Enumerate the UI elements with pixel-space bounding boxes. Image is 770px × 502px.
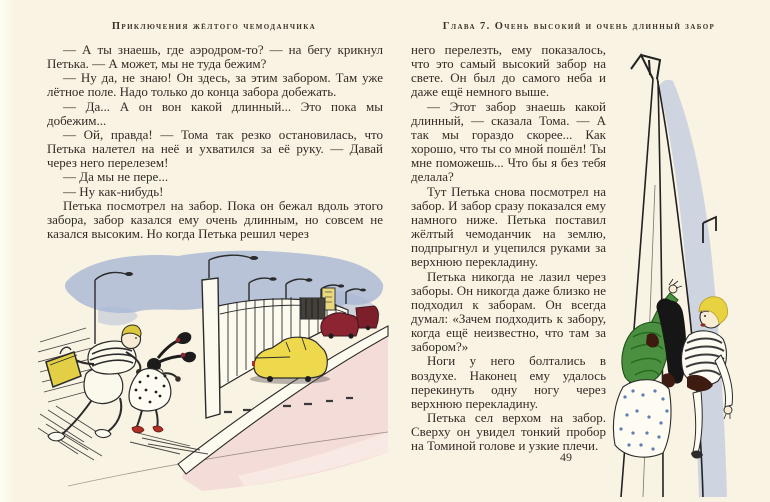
running-boy	[46, 325, 142, 441]
right-page-text	[411, 43, 606, 454]
green-jacket	[622, 322, 669, 385]
climbing-girl-toma	[613, 279, 686, 457]
fence-near-post	[202, 278, 220, 418]
yellow-suitcase	[46, 347, 81, 387]
post-pointed-top	[631, 55, 660, 79]
page-number: 49	[560, 450, 572, 464]
red-shoe	[132, 426, 144, 433]
running-header-left: Приключения жёлтого чемоданчика	[111, 21, 317, 32]
paragraph: Тут Петька снова посмотрел на забор. И забор сразу показался ему намного ниже. Петька поставил жёлтый чемоданчик на землю, подпрыгнул и уцепился руками за верхнюю перекладину.	[411, 183, 606, 270]
red-shoe	[153, 426, 163, 432]
raised-hand	[669, 285, 677, 293]
paragraph: — Ну да, не знаю! Он здесь, за этим забором. Там уже лётное поле. Надо только до конца забора добежать.	[47, 70, 383, 100]
paragraph: Петька посмотрел на забор. Пока он бежал вдоль этого забора, забор казался ему очень длинным, но совсем не казался высоким. Но когда Петька решил через	[47, 197, 383, 242]
paragraph: — Ну как-нибудь!	[63, 183, 164, 199]
paragraph: Петька никогда не лазил через заборы. Он никогда даже близко не подходил к заборам. Он всегда думал: «Зачем подходить к забору, когда ещё неизвестно, что там за забором?»	[411, 268, 606, 355]
paragraph: — Ой, правда! — Тома так резко остановилась, что Петька налетел на неё и ухватился за её руку. — Давай через него перелезем!	[47, 126, 383, 171]
paragraph: — Да... А он вон какой длинный... Это пока мы добежим...	[47, 98, 383, 128]
open-mouth	[700, 323, 705, 326]
paragraph: Петька сел верхом на забор. Сверху он увидел тонкий пробор на Томиной голове и узкие плечи.	[411, 410, 606, 454]
hair-bow	[176, 338, 181, 343]
hair-bow	[181, 353, 186, 358]
page-edge-highlight	[0, 0, 16, 502]
paragraph: него перелезть, ему показалось, что это самый высокий забор на свете. Он был до самого неба и даже ещё немного выше.	[411, 42, 606, 100]
left-page-text	[47, 43, 383, 241]
paragraph: — Этот забор знаешь какой длинный, — сказала Тома. — А так мы гораздо скорее... Как хорошо, что ты со мной пошёл! Ты мне поможешь... Что бы я без тебя делала?	[411, 98, 606, 185]
left-page-illustration	[38, 246, 390, 492]
running-girl	[129, 332, 196, 433]
paragraph: — Да мы не пере...	[63, 169, 169, 185]
running-header-right: Глава 7. Очень высокий и очень длинный забор	[442, 21, 716, 32]
paragraph: — А ты знаешь, где аэродром-то? — на бегу крикнул Петька. — А может, мы не туда бежим?	[47, 42, 383, 72]
right-page-illustration	[603, 45, 770, 502]
paragraph: Ноги у него болтались в воздухе. Наконец ему удалось перекинуть одну ногу через верхнюю перекладину.	[411, 353, 606, 411]
